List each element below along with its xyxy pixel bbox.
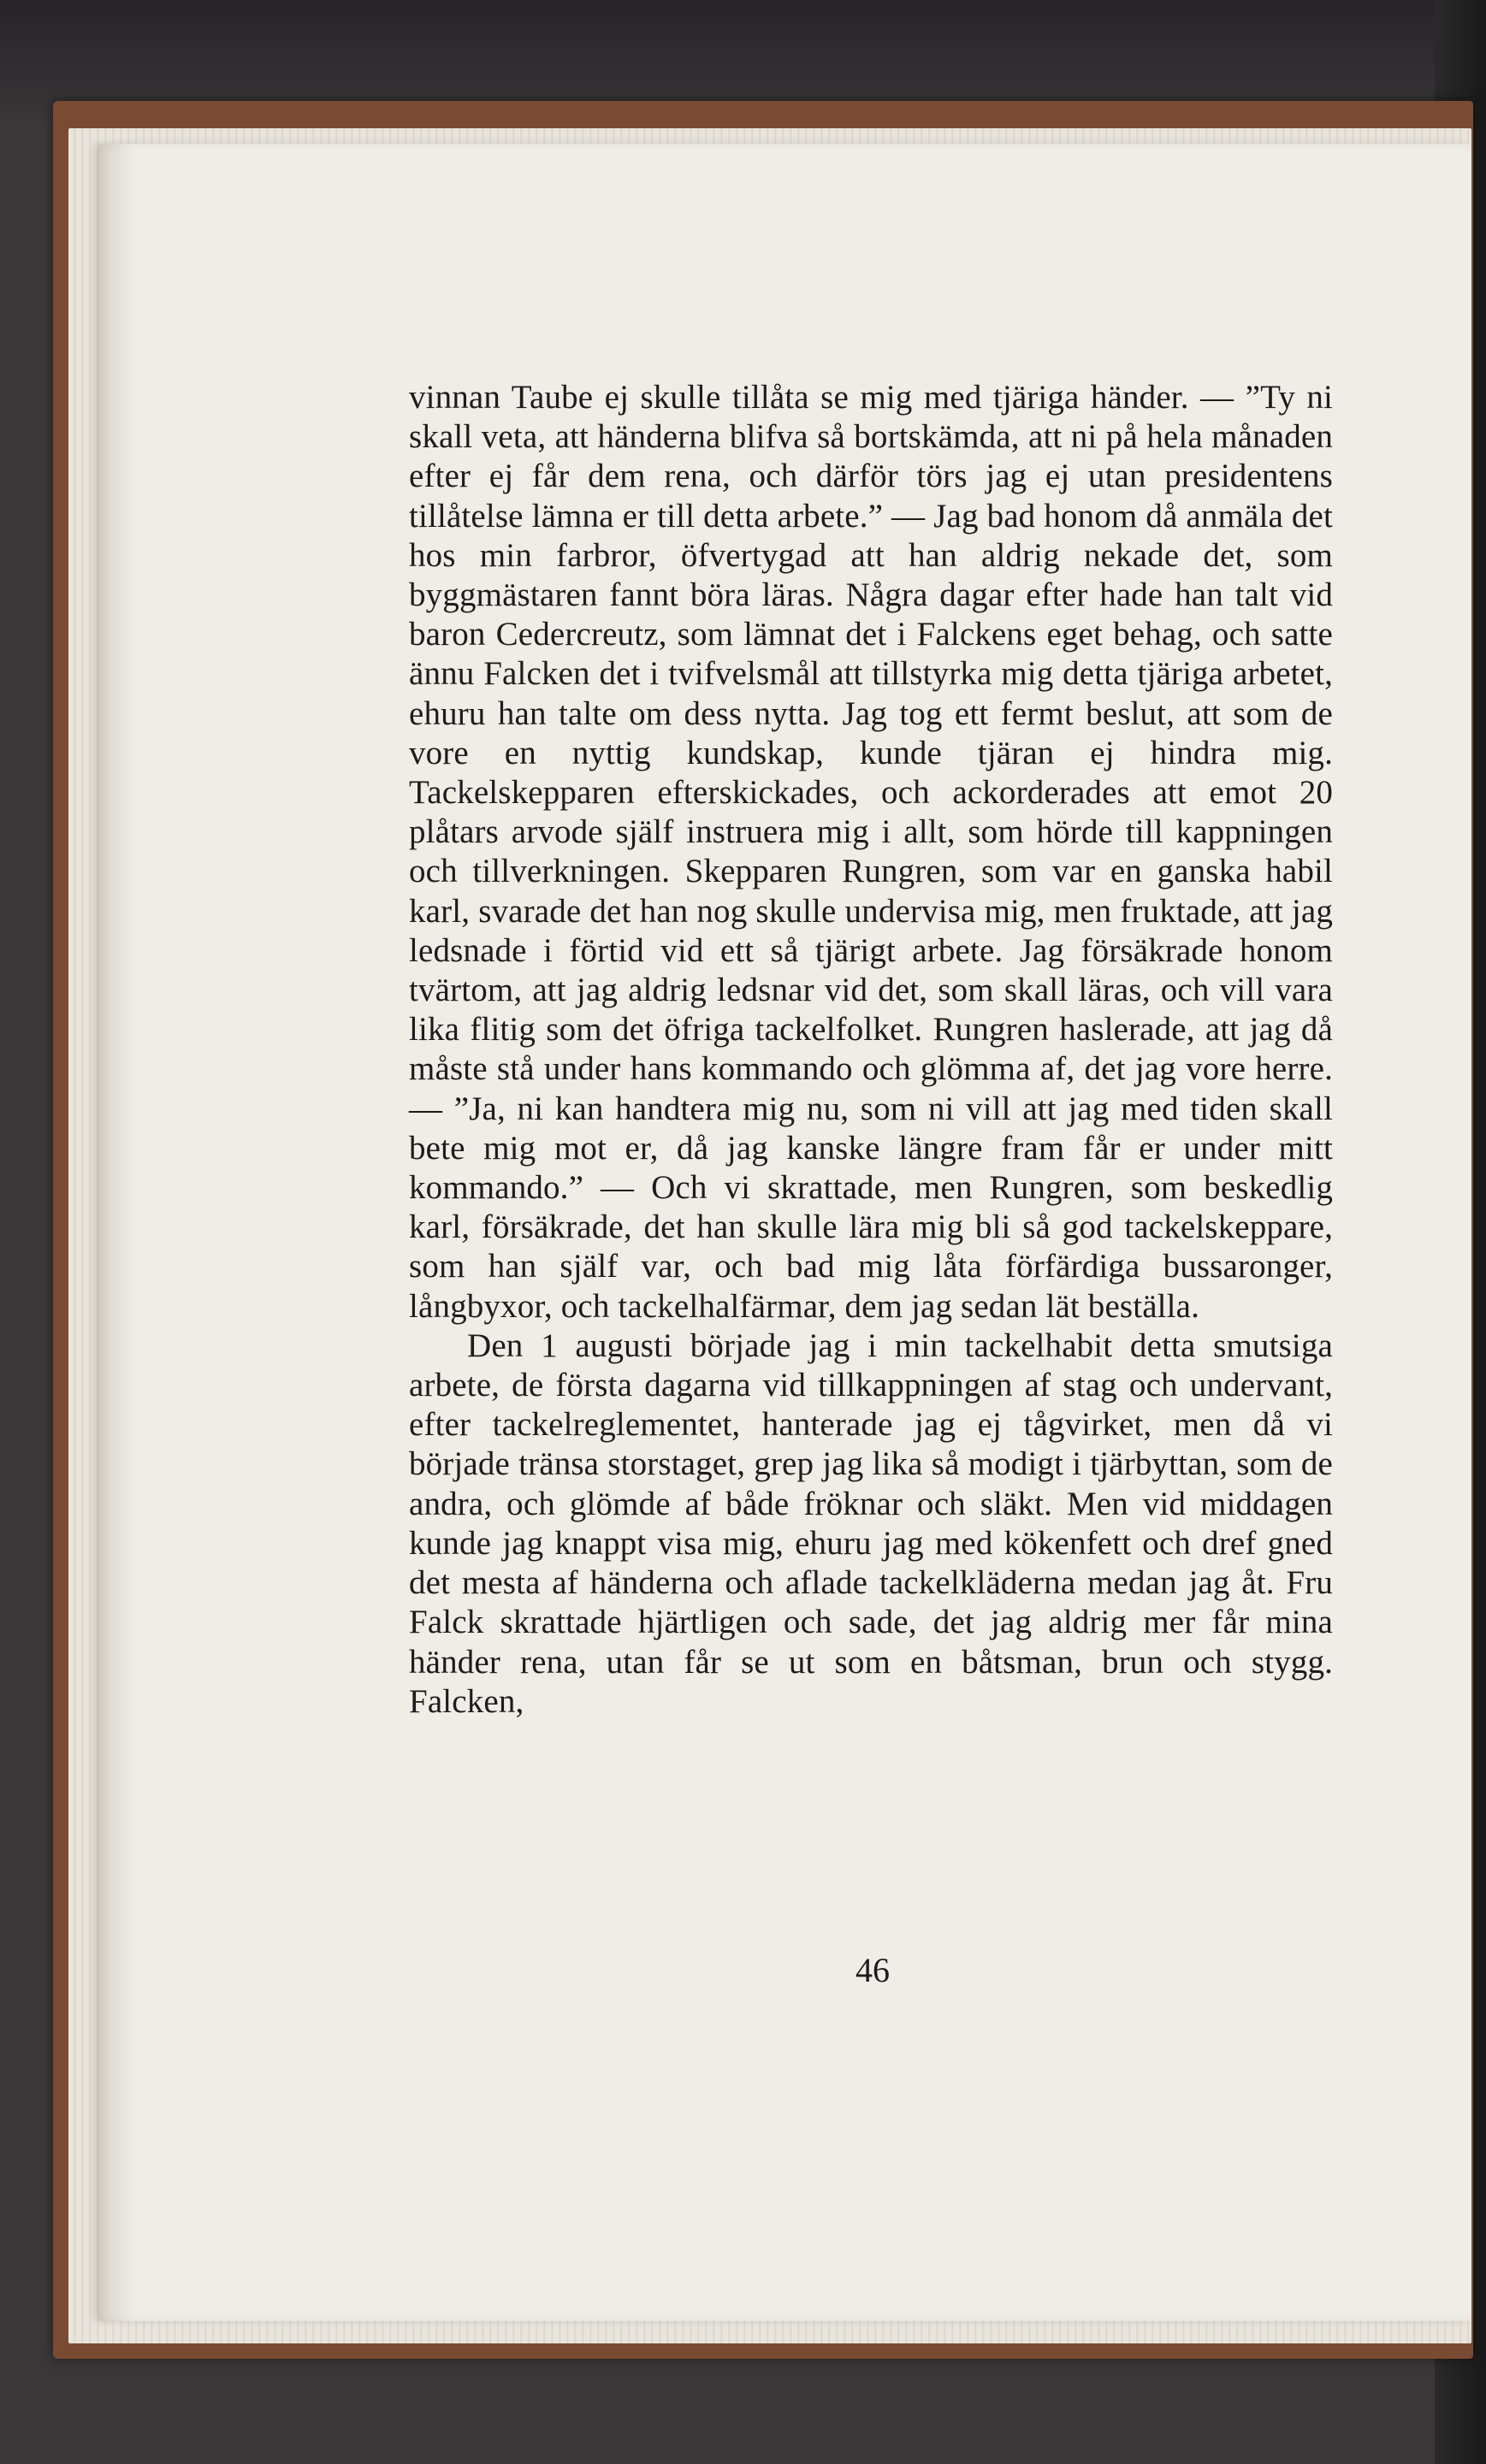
body-text: [409, 378, 1333, 1722]
page-number: 46: [855, 1951, 890, 1989]
paragraph: vinnan Taube ej skulle tillåta se mig med tjäriga händer. — ”Ty ni skall veta, att händerna blifva så bortskämda, att ni på hela månaden efter ej får dem rena, och därför törs jag ej utan presidentens tillåtelse lämna er till detta arbete.” — Jag bad honom då anmäla det hos min farbror, öfvertygad att han aldrig nekade det, som byggmästaren fannt böra läras. Några dagar efter hade han talt vid baron Cedercreutz, som lämnat det i Falckens eget behag, och satte ännu Falcken det i tvifvelsmål att tillstyrka mig detta tjäriga arbetet, ehuru han talte om dess nytta. Jag tog ett fermt beslut, att som de vore en nyttig kundskap, kunde tjäran ej hindra mig. Tackelskepparen efterskickades, och ackorderades att emot 20 plåtars arvode själf instruera mig i allt, som hörde till kappningen och tillverkningen. Skepparen Rungren, som var en ganska habil karl, svarade det han nog skulle undervisa mig, men fruktade, att jag ledsnade i förtid vid ett så tjärigt arbete. Jag försäkrade honom tvärtom, att jag aldrig ledsnar vid det, som skall läras, och vill vara lika flitig som det öfriga tackelfolket. Rungren haslerade, att jag då måste stå under hans kommando och glömma af, det jag vore herre. — ”Ja, ni kan handtera mig nu, som ni vill att jag med tiden skall bete mig mot er, då jag kanske längre fram får er under mitt kommando.” — Och vi skrattade, men Rungren, som beskedlig karl, försäkrade, det han skulle lära mig bli så god tackelskeppare, som han själf var, och bad mig låta förfärdiga bussaronger, långbyxor, och tackelhalfärmar, dem jag sedan lät beställa.: [409, 379, 1333, 1325]
paragraph: Den 1 augusti började jag i min tackelhabit detta smutsiga arbete, de första dagarna vid tillkappningen af stag och undervant, efter tackelreglementet, hanterade jag ej tågvirket, men då vi började tränsa storstaget, grep jag lika så modigt i tjärbyttan, som de andra, och glömde af både fröknar och släkt. Men vid middagen kunde jag knappt visa mig, ehuru jag med kökenfett och dref gned det mesta af händerna och aflade tackelkläderna medan jag åt. Fru Falck skrattade hjärtligen och sade, det jag aldrig mer får mina händer rena, utan får se ut som en båtsman, brun och stygg. Falcken,: [409, 1327, 1333, 1720]
page-gutter: [99, 144, 133, 2321]
